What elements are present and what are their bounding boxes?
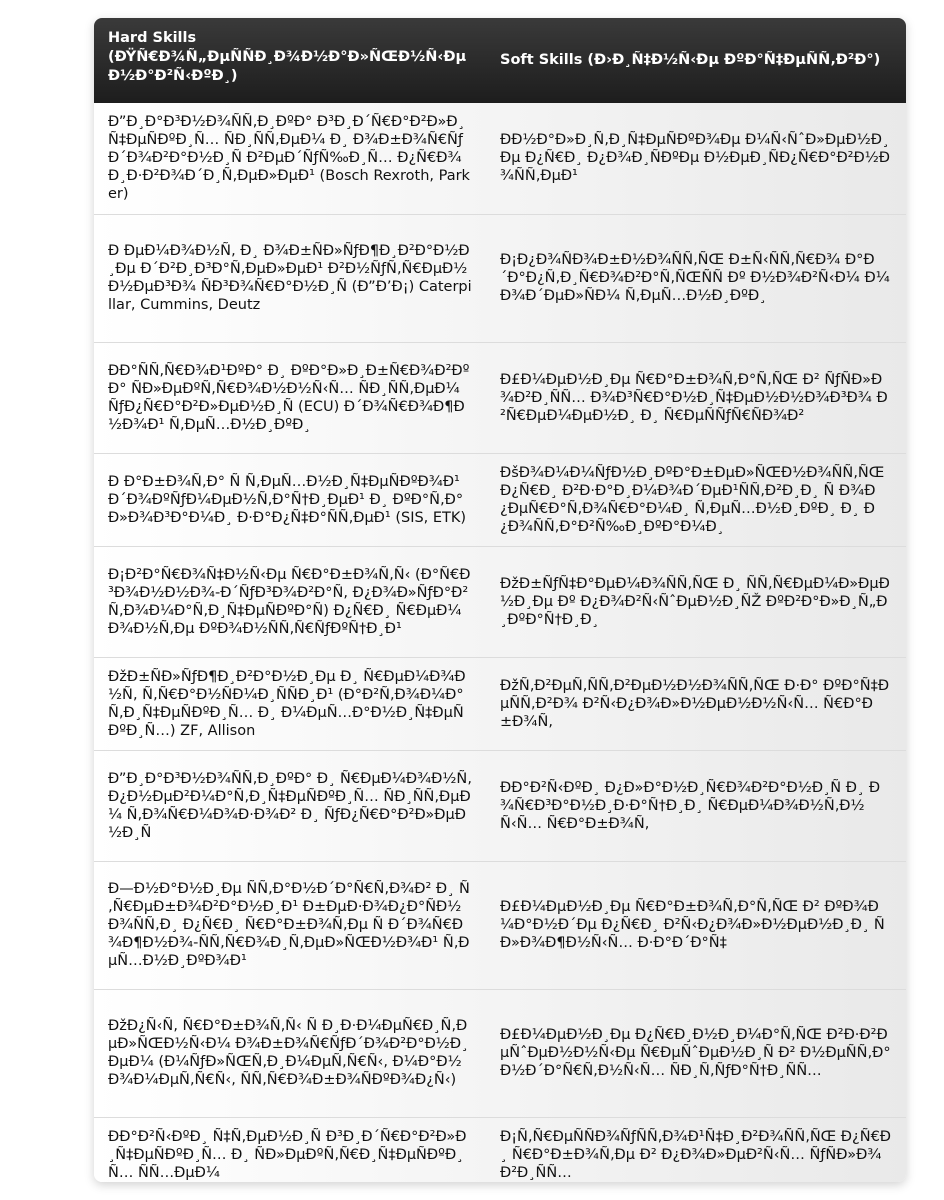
soft-skill-cell: Ð£Ð¼ÐµÐ½Ð¸Ðµ Ñ€Ð°Ð±Ð¾Ñ‚Ð°Ñ‚ÑŒ Ð² ÑƒÑÐ»Ð¾Ð²Ð¸ÑÑ… Ð¾Ð³Ñ€Ð°Ð½Ð¸Ñ‡ÐµÐ½Ð½Ð¾Ð³Ð¾ Ð²Ñ€ÐµÐ¼ÐµÐ½Ð¸ Ð¸ Ñ€ÐµÑÑƒÑ€ÑÐ¾Ð² (486, 342, 906, 453)
hard-skill-cell: Ð”Ð¸Ð°Ð³Ð½Ð¾ÑÑ‚Ð¸ÐºÐ° Ð¸ Ñ€ÐµÐ¼Ð¾Ð½Ñ‚ Ð¿Ð½ÐµÐ²Ð¼Ð°Ñ‚Ð¸Ñ‡ÐµÑÐºÐ¸Ñ… ÑÐ¸ÑÑ‚ÐµÐ¼ Ñ‚Ð¾Ñ€Ð¼Ð¾Ð·Ð¾Ð² Ð¸ ÑƒÐ¿Ñ€Ð°Ð²Ð»ÐµÐ½Ð¸Ñ (94, 750, 486, 861)
hard-skills-header: Hard Skills (ÐŸÑ€Ð¾Ñ„ÐµÑÑÐ¸Ð¾Ð½Ð°Ð»ÑŒÐ½Ñ‹Ðµ Ð½Ð°Ð²Ñ‹ÐºÐ¸) (94, 18, 486, 103)
hard-skill-cell: Ð Ð°Ð±Ð¾Ñ‚Ð° Ñ Ñ‚ÐµÑ…Ð½Ð¸Ñ‡ÐµÑÐºÐ¾Ð¹ Ð´Ð¾ÐºÑƒÐ¼ÐµÐ½Ñ‚Ð°Ñ†Ð¸ÐµÐ¹ Ð¸ ÐºÐ°Ñ‚Ð°Ð»Ð¾Ð³Ð°Ð¼Ð¸ Ð·Ð°Ð¿Ñ‡Ð°ÑÑ‚ÐµÐ¹ (SIS, ETK) (94, 453, 486, 546)
hard-skill-cell: ÐžÐ¿Ñ‹Ñ‚ Ñ€Ð°Ð±Ð¾Ñ‚Ñ‹ Ñ Ð¸Ð·Ð¼ÐµÑ€Ð¸Ñ‚ÐµÐ»ÑŒÐ½Ñ‹Ð¼ Ð¾Ð±Ð¾Ñ€ÑƒÐ´Ð¾Ð²Ð°Ð½Ð¸ÐµÐ¼ (Ð¼ÑƒÐ»ÑŒÑ‚Ð¸Ð¼ÐµÑ‚Ñ€Ñ‹, Ð¼Ð°Ð½Ð¾Ð¼ÐµÑ‚Ñ€Ñ‹, ÑÑ‚Ñ€Ð¾Ð±Ð¾ÑÐºÐ¾Ð¿Ñ‹) (94, 989, 486, 1117)
soft-skill-cell: Ð¡Ñ‚Ñ€ÐµÑÑÐ¾ÑƒÑÑ‚Ð¾Ð¹Ñ‡Ð¸Ð²Ð¾ÑÑ‚ÑŒ Ð¿Ñ€Ð¸ Ñ€Ð°Ð±Ð¾Ñ‚Ðµ Ð² Ð¿Ð¾Ð»ÐµÐ²Ñ‹Ñ… ÑƒÑÐ»Ð¾Ð²Ð¸ÑÑ… (486, 1117, 906, 1182)
skills-table-card (94, 18, 906, 1182)
table-row (94, 103, 906, 214)
table-row (94, 453, 906, 546)
soft-skill-cell: ÐšÐ¾Ð¼Ð¼ÑƒÐ½Ð¸ÐºÐ°Ð±ÐµÐ»ÑŒÐ½Ð¾ÑÑ‚ÑŒ Ð¿Ñ€Ð¸ Ð²Ð·Ð°Ð¸Ð¼Ð¾Ð´ÐµÐ¹ÑÑ‚Ð²Ð¸Ð¸ Ñ Ð¾Ð¿ÐµÑ€Ð°Ñ‚Ð¾Ñ€Ð°Ð¼Ð¸ Ñ‚ÐµÑ…Ð½Ð¸ÐºÐ¸ Ð¸ Ð¿Ð¾ÑÑ‚Ð°Ð²Ñ‰Ð¸ÐºÐ°Ð¼Ð¸ (486, 453, 906, 546)
table-row (94, 1117, 906, 1182)
hard-skill-cell: Ð¡Ð²Ð°Ñ€Ð¾Ñ‡Ð½Ñ‹Ðµ Ñ€Ð°Ð±Ð¾Ñ‚Ñ‹ (Ð°Ñ€Ð³Ð¾Ð½Ð½Ð¾-Ð´ÑƒÐ³Ð¾Ð²Ð°Ñ, Ð¿Ð¾Ð»ÑƒÐ°Ð²Ñ‚Ð¾Ð¼Ð°Ñ‚Ð¸Ñ‡ÐµÑÐºÐ°Ñ) Ð¿Ñ€Ð¸ Ñ€ÐµÐ¼Ð¾Ð½Ñ‚Ðµ ÐºÐ¾Ð½ÑÑ‚Ñ€ÑƒÐºÑ†Ð¸Ð¹ (94, 546, 486, 657)
header-row (94, 18, 906, 103)
table-row (94, 657, 906, 750)
hard-skill-cell: Ð”Ð¸Ð°Ð³Ð½Ð¾ÑÑ‚Ð¸ÐºÐ° Ð³Ð¸Ð´Ñ€Ð°Ð²Ð»Ð¸Ñ‡ÐµÑÐºÐ¸Ñ… ÑÐ¸ÑÑ‚ÐµÐ¼ Ð¸ Ð¾Ð±Ð¾Ñ€ÑƒÐ´Ð¾Ð²Ð°Ð½Ð¸Ñ Ð²ÐµÐ´ÑƒÑ‰Ð¸Ñ… Ð¿Ñ€Ð¾Ð¸Ð·Ð²Ð¾Ð´Ð¸Ñ‚ÐµÐ»ÐµÐ¹ (Bosch Rexroth, Parker) (108, 114, 470, 203)
table-row (94, 989, 906, 1117)
table-row (94, 546, 906, 657)
table-header (94, 18, 906, 103)
table-body (94, 103, 906, 1182)
soft-skill-cell: ÐžÑ‚Ð²ÐµÑ‚ÑÑ‚Ð²ÐµÐ½Ð½Ð¾ÑÑ‚ÑŒ Ð·Ð° ÐºÐ°Ñ‡ÐµÑÑ‚Ð²Ð¾ Ð²Ñ‹Ð¿Ð¾Ð»Ð½ÐµÐ½Ð½Ñ‹Ñ… Ñ€Ð°Ð±Ð¾Ñ‚ (486, 657, 906, 750)
table-row (94, 342, 906, 453)
soft-skill-cell: Ð¡Ð¿Ð¾ÑÐ¾Ð±Ð½Ð¾ÑÑ‚ÑŒ Ð±Ñ‹ÑÑ‚Ñ€Ð¾ Ð°Ð´Ð°Ð¿Ñ‚Ð¸Ñ€Ð¾Ð²Ð°Ñ‚ÑŒÑÑ Ðº Ð½Ð¾Ð²Ñ‹Ð¼ Ð¼Ð¾Ð´ÐµÐ»ÑÐ¼ Ñ‚ÐµÑ…Ð½Ð¸ÐºÐ¸ (486, 214, 906, 342)
table-row (94, 750, 906, 861)
soft-skill-cell: ÐÐ½Ð°Ð»Ð¸Ñ‚Ð¸Ñ‡ÐµÑÐºÐ¾Ðµ Ð¼Ñ‹ÑˆÐ»ÐµÐ½Ð¸Ðµ Ð¿Ñ€Ð¸ Ð¿Ð¾Ð¸ÑÐºÐµ Ð½ÐµÐ¸ÑÐ¿Ñ€Ð°Ð²Ð½Ð¾ÑÑ‚ÐµÐ¹ (500, 132, 891, 185)
hard-skill-cell: ÐÐ°Ð²Ñ‹ÐºÐ¸ Ñ‡Ñ‚ÐµÐ½Ð¸Ñ Ð³Ð¸Ð´Ñ€Ð°Ð²Ð»Ð¸Ñ‡ÐµÑÐºÐ¸Ñ… Ð¸ ÑÐ»ÐµÐºÑ‚Ñ€Ð¸Ñ‡ÐµÑÐºÐ¸Ñ… ÑÑ…ÐµÐ¼ (94, 1117, 486, 1182)
table-row (94, 214, 906, 342)
soft-skills-header: Soft Skills (Ð›Ð¸Ñ‡Ð½Ñ‹Ðµ ÐºÐ°Ñ‡ÐµÑÑ‚Ð²Ð°) (486, 18, 906, 103)
hard-skill-cell: ÐžÐ±ÑÐ»ÑƒÐ¶Ð¸Ð²Ð°Ð½Ð¸Ðµ Ð¸ Ñ€ÐµÐ¼Ð¾Ð½Ñ‚ Ñ‚Ñ€Ð°Ð½ÑÐ¼Ð¸ÑÑÐ¸Ð¹ (Ð°Ð²Ñ‚Ð¾Ð¼Ð°Ñ‚Ð¸Ñ‡ÐµÑÐºÐ¸Ñ… Ð¸ Ð¼ÐµÑ…Ð°Ð½Ð¸Ñ‡ÐµÑÐºÐ¸Ñ…) ZF, Allison (94, 657, 486, 750)
hard-skill-cell: Ð ÐµÐ¼Ð¾Ð½Ñ‚ Ð¸ Ð¾Ð±ÑÐ»ÑƒÐ¶Ð¸Ð²Ð°Ð½Ð¸Ðµ Ð´Ð²Ð¸Ð³Ð°Ñ‚ÐµÐ»ÐµÐ¹ Ð²Ð½ÑƒÑ‚Ñ€ÐµÐ½Ð½ÐµÐ³Ð¾ ÑÐ³Ð¾Ñ€Ð°Ð½Ð¸Ñ (Ð”Ð’Ð¡) Caterpillar, Cummins, Deutz (94, 214, 486, 342)
soft-skill-cell: ÐÐ°Ð²Ñ‹ÐºÐ¸ Ð¿Ð»Ð°Ð½Ð¸Ñ€Ð¾Ð²Ð°Ð½Ð¸Ñ Ð¸ Ð¾Ñ€Ð³Ð°Ð½Ð¸Ð·Ð°Ñ†Ð¸Ð¸ Ñ€ÐµÐ¼Ð¾Ð½Ñ‚Ð½Ñ‹Ñ… Ñ€Ð°Ð±Ð¾Ñ‚ (486, 750, 906, 861)
hard-skill-cell: ÐÐ°ÑÑ‚Ñ€Ð¾Ð¹ÐºÐ° Ð¸ ÐºÐ°Ð»Ð¸Ð±Ñ€Ð¾Ð²ÐºÐ° ÑÐ»ÐµÐºÑ‚Ñ€Ð¾Ð½Ð½Ñ‹Ñ… ÑÐ¸ÑÑ‚ÐµÐ¼ ÑƒÐ¿Ñ€Ð°Ð²Ð»ÐµÐ½Ð¸Ñ (ECU) Ð´Ð¾Ñ€Ð¾Ð¶Ð½Ð¾Ð¹ Ñ‚ÐµÑ…Ð½Ð¸ÐºÐ¸ (94, 342, 486, 453)
soft-skill-cell: Ð£Ð¼ÐµÐ½Ð¸Ðµ Ñ€Ð°Ð±Ð¾Ñ‚Ð°Ñ‚ÑŒ Ð² ÐºÐ¾Ð¼Ð°Ð½Ð´Ðµ Ð¿Ñ€Ð¸ Ð²Ñ‹Ð¿Ð¾Ð»Ð½ÐµÐ½Ð¸Ð¸ ÑÐ»Ð¾Ð¶Ð½Ñ‹Ñ… Ð·Ð°Ð´Ð°Ñ‡ (486, 861, 906, 989)
skills-table (94, 18, 906, 1182)
hard-skill-cell: Ð—Ð½Ð°Ð½Ð¸Ðµ ÑÑ‚Ð°Ð½Ð´Ð°Ñ€Ñ‚Ð¾Ð² Ð¸ Ñ‚Ñ€ÐµÐ±Ð¾Ð²Ð°Ð½Ð¸Ð¹ Ð±ÐµÐ·Ð¾Ð¿Ð°ÑÐ½Ð¾ÑÑ‚Ð¸ Ð¿Ñ€Ð¸ Ñ€Ð°Ð±Ð¾Ñ‚Ðµ Ñ Ð´Ð¾Ñ€Ð¾Ð¶Ð½Ð¾-ÑÑ‚Ñ€Ð¾Ð¸Ñ‚ÐµÐ»ÑŒÐ½Ð¾Ð¹ Ñ‚ÐµÑ…Ð½Ð¸ÐºÐ¾Ð¹ (94, 861, 486, 989)
table-row (94, 861, 906, 989)
soft-skill-cell: ÐžÐ±ÑƒÑ‡Ð°ÐµÐ¼Ð¾ÑÑ‚ÑŒ Ð¸ ÑÑ‚Ñ€ÐµÐ¼Ð»ÐµÐ½Ð¸Ðµ Ðº Ð¿Ð¾Ð²Ñ‹ÑˆÐµÐ½Ð¸ÑŽ ÐºÐ²Ð°Ð»Ð¸Ñ„Ð¸ÐºÐ°Ñ†Ð¸Ð¸ (486, 546, 906, 657)
soft-skill-cell: Ð£Ð¼ÐµÐ½Ð¸Ðµ Ð¿Ñ€Ð¸Ð½Ð¸Ð¼Ð°Ñ‚ÑŒ Ð²Ð·Ð²ÐµÑˆÐµÐ½Ð½Ñ‹Ðµ Ñ€ÐµÑˆÐµÐ½Ð¸Ñ Ð² Ð½ÐµÑÑ‚Ð°Ð½Ð´Ð°Ñ€Ñ‚Ð½Ñ‹Ñ… ÑÐ¸Ñ‚ÑƒÐ°Ñ†Ð¸ÑÑ… (486, 989, 906, 1117)
